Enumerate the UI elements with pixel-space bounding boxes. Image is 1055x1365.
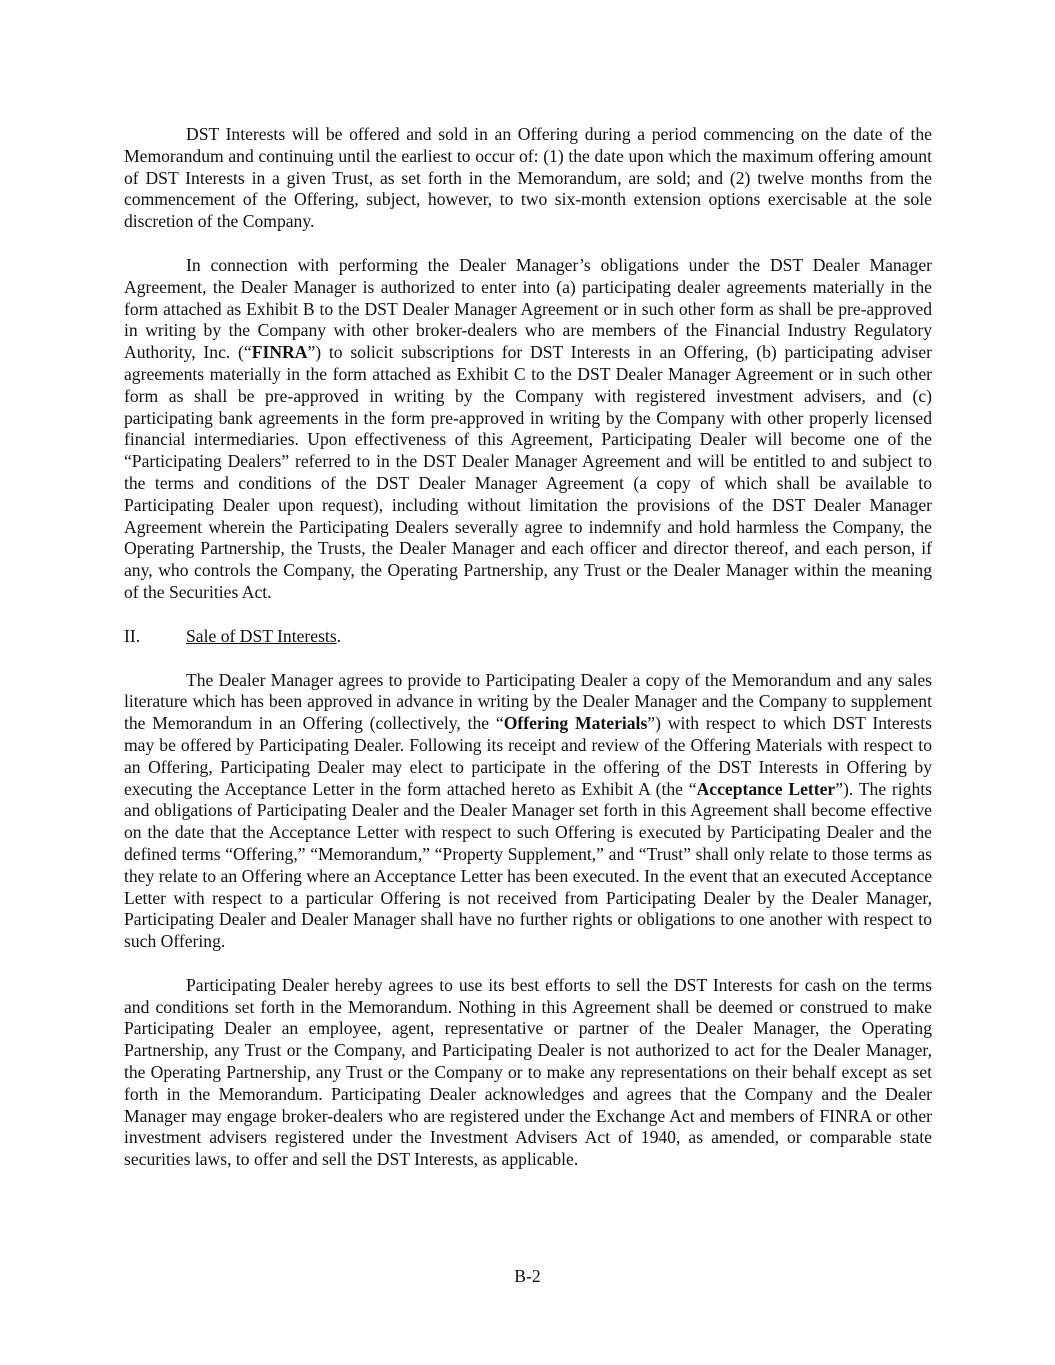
paragraph-text: ”) to solicit subscriptions for DST Interests in an Offering, (b) participating adviser agreements materially in the form attached as Exhibit C to the DST Dealer Manager Agreement or in such other form as shall be pre-approved in writing by the Company with registered investment advisers, and (c) participating bank agreements in the form pre-approved in writing by the Company with other properly licensed financial intermediaries. Upon effectiveness of this Agreement, Participating Dealer will become one of the “Participating Dealers” referred to in the DST Dealer Manager Agreement and will be entitled to and subject to the terms and conditions of the DST Dealer Manager Agreement (a copy of which shall be available to Participating Dealer upon request), including without limitation the provisions of the DST Dealer Manager Agreement wherein the Participating Dealers severally agree to indemnify and hold harmless the Company, the Operating Partnership, the Trusts, the Dealer Manager and each officer and director thereof, and each person, if any, who controls the Company, the Operating Partnership, any Trust or the Dealer Manager within the meaning of the Securities Act. <box>124 342 933 602</box>
section-title-suffix: . <box>336 625 342 646</box>
section-title: Sale of DST Interests <box>186 625 337 646</box>
paragraph <box>124 124 932 233</box>
page-number: B-2 <box>514 1266 541 1286</box>
defined-term: FINRA <box>251 342 308 363</box>
paragraph-text: The Dealer Manager agrees to provide to Participating Dealer a copy of the Memorandum and any sales literature which has been approved in advance in writing by the Dealer Manager and the Company to supplement the Memorandum in an Offering (collectively, the “ <box>124 669 932 734</box>
document-page <box>124 124 932 1193</box>
defined-term: Offering Materials <box>503 713 648 734</box>
paragraph-text: DST Interests will be offered and sold in an Offering during a period commencing on the date of the Memorandum and continuing until the earliest to occur of: (1) the date upon which the maximum offering amount of DST Interests in a given Trust, as set forth in the Memorandum, are sold; and (2) twelve months from the commencement of the Offering, subject, however, to two six-month extension options exercisable at the sole discretion of the Company. <box>124 124 932 232</box>
defined-term: Acceptance Letter <box>696 778 836 799</box>
intro-paragraphs <box>124 124 932 604</box>
section-paragraphs <box>124 670 932 1172</box>
paragraph <box>124 255 932 604</box>
paragraph <box>124 670 932 953</box>
section-number: II. <box>124 625 141 646</box>
section-heading <box>124 626 932 648</box>
paragraph-text: ”) with respect to which DST Interests may be offered by Participating Dealer. Following its receipt and review of the Offering Materials with respect to an Offering, Participating Dealer may elect to participate in the offering of the DST Interests in Offering by executing the Acceptance Letter in the form attached hereto as Exhibit A (the “ <box>124 713 932 799</box>
paragraph-text: In connection with performing the Dealer Manager’s obligations under the DST Dealer Manager Agreement, the Dealer Manager is authorized to enter into (a) participating dealer agreements materially in the form attached as Exhibit B to the DST Dealer Manager Agreement or in such other form as shall be pre-approved in writing by the Company with other broker-dealers who are members of the Financial Industry Regulatory Authority, Inc. (“ <box>124 254 932 363</box>
paragraph-text: Participating Dealer hereby agrees to use its best efforts to sell the DST Interests for cash on the terms and conditions set forth in the Memorandum. Nothing in this Agreement shall be deemed or construed to make Participating Dealer an employee, agent, representative or partner of the Dealer Manager, the Operating Partnership, any Trust or the Company, and Participating Dealer is not authorized to act for the Dealer Manager, the Operating Partnership, any Trust or the Company or to make any representations on their behalf except as set forth in the Memorandum. Participating Dealer acknowledges and agrees that the Company and the Dealer Manager may engage broker-dealers who are registered under the Exchange Act and members of FINRA or other investment advisers registered under the Investment Advisers Act of 1940, as amended, or comparable state securities laws, to offer and sell the DST Interests, as applicable. <box>124 974 932 1170</box>
paragraph <box>124 975 932 1171</box>
paragraph-text: ”). The rights and obligations of Participating Dealer and the Dealer Manager set forth in this Agreement shall become effective on the date that the Acceptance Letter with respect to such Offering is executed by Participating Dealer and the defined terms “Offering,” “Memorandum,” “Property Supplement,” and “Trust” shall only relate to those terms as they relate to an Offering where an Acceptance Letter has been executed. In the event that an executed Acceptance Letter with respect to a particular Offering is not received from Participating Dealer by the Dealer Manager, Participating Dealer and Dealer Manager shall have no further rights or obligations to one another with respect to such Offering. <box>124 778 932 952</box>
